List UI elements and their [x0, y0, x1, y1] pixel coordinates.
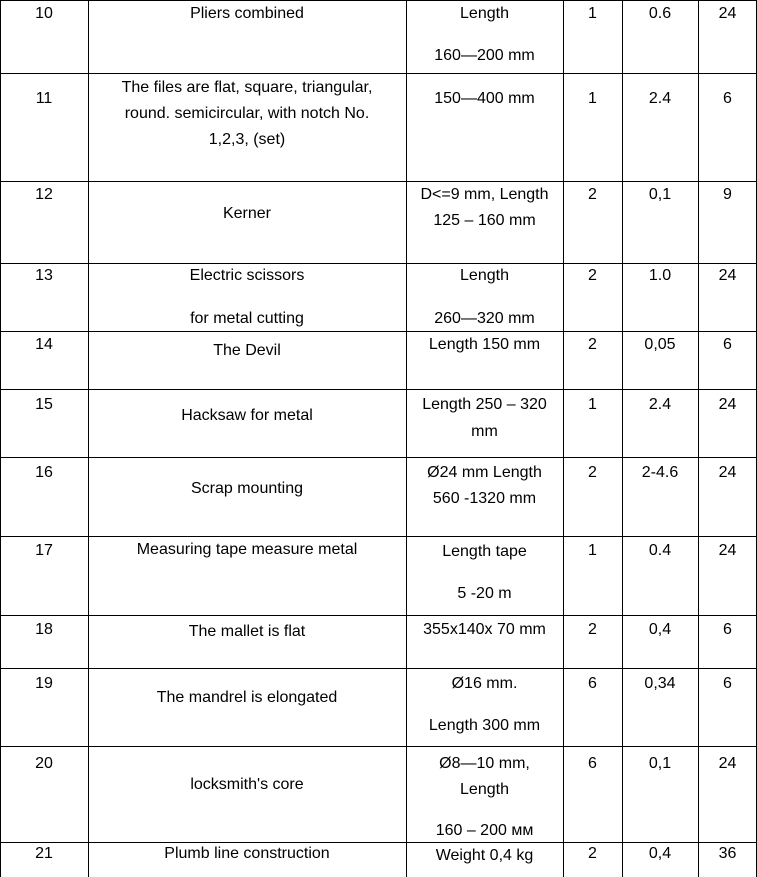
- item-quantity: 1: [588, 90, 597, 107]
- row-number: 10: [35, 5, 53, 22]
- item-service-life: 36: [718, 845, 737, 862]
- row-divider: [0, 668, 757, 669]
- item-quantity: 2: [588, 621, 597, 638]
- row-number: 19: [35, 675, 53, 692]
- item-mass: 0,4: [648, 845, 672, 862]
- item-quantity: 2: [588, 845, 597, 862]
- item-quantity: 1: [588, 5, 597, 22]
- item-spec-line: 160—200 mm: [434, 47, 535, 64]
- item-quantity: 2: [588, 336, 597, 353]
- item-spec-line: Length: [460, 267, 509, 284]
- item-quantity: 2: [588, 464, 597, 481]
- item-mass: 1.0: [648, 267, 672, 284]
- item-name-line: locksmith's core: [190, 776, 304, 793]
- item-service-life: 6: [723, 675, 732, 692]
- row-divider: [0, 457, 757, 458]
- item-service-life: 24: [718, 267, 737, 284]
- item-mass: 2.4: [648, 396, 672, 413]
- row-number: 15: [35, 396, 53, 413]
- item-mass: 0,1: [648, 186, 672, 203]
- item-spec-line: Length 250 – 320: [422, 396, 547, 413]
- item-name-line: The files are flat, square, triangular,: [121, 79, 373, 96]
- item-name-line: for metal cutting: [190, 310, 304, 327]
- item-name-line: Hacksaw for metal: [181, 407, 313, 424]
- item-service-life: 24: [718, 542, 737, 559]
- item-mass: 2-4.6: [641, 464, 679, 481]
- row-divider: [0, 0, 757, 1]
- row-number: 17: [35, 542, 53, 559]
- item-name-line: Pliers combined: [190, 5, 304, 22]
- item-quantity: 1: [588, 542, 597, 559]
- item-name-line: 1,2,3, (set): [208, 131, 286, 148]
- item-service-life: 6: [723, 621, 732, 638]
- item-spec-line: Length 300 mm: [428, 717, 541, 734]
- item-service-life: 24: [718, 396, 737, 413]
- item-spec-line: 355x140x 70 mm: [423, 621, 546, 638]
- row-number: 18: [35, 621, 53, 638]
- row-divider: [0, 615, 757, 616]
- item-spec-line: Ø16 mm.: [451, 675, 518, 692]
- item-service-life: 24: [718, 464, 737, 481]
- row-divider: [0, 746, 757, 747]
- item-name-line: Plumb line construction: [164, 845, 330, 862]
- item-quantity: 2: [588, 267, 597, 284]
- item-spec-line: 125 – 160 mm: [433, 212, 536, 229]
- item-spec-line: Ø8—10 mm,: [439, 755, 530, 772]
- row-number: 14: [35, 336, 53, 353]
- row-divider: [0, 181, 757, 182]
- item-mass: 0,34: [644, 675, 676, 692]
- row-number: 21: [35, 845, 53, 862]
- item-name-line: The mallet is flat: [188, 623, 306, 640]
- item-quantity: 6: [588, 675, 597, 692]
- item-service-life: 6: [723, 336, 732, 353]
- item-spec-line: 260—320 mm: [434, 310, 535, 327]
- item-mass: 0,05: [644, 336, 676, 353]
- row-divider: [0, 389, 757, 390]
- item-mass: 0,1: [648, 755, 672, 772]
- item-spec-line: Ø24 mm Length: [427, 464, 542, 481]
- item-spec-line: 160 – 200 мм: [435, 822, 534, 839]
- row-number: 13: [35, 267, 53, 284]
- item-spec-line: Length: [460, 5, 509, 22]
- item-spec-line: Length 150 mm: [428, 336, 541, 353]
- item-spec-line: Length tape: [442, 543, 527, 560]
- item-name-line: The mandrel is elongated: [156, 689, 338, 706]
- item-spec-line: D<=9 mm, Length: [420, 186, 549, 203]
- row-divider: [0, 331, 757, 332]
- row-number: 12: [35, 186, 53, 203]
- item-name-line: Measuring tape measure metal: [136, 541, 358, 558]
- item-name-line: Electric scissors: [189, 267, 305, 284]
- item-spec-line: Length: [460, 781, 509, 798]
- item-service-life: 24: [718, 5, 737, 22]
- item-quantity: 2: [588, 186, 597, 203]
- row-number: 20: [35, 755, 53, 772]
- item-mass: 0.4: [648, 542, 672, 559]
- item-name-line: Scrap mounting: [190, 480, 304, 497]
- item-quantity: 1: [588, 396, 597, 413]
- item-quantity: 6: [588, 755, 597, 772]
- item-service-life: 24: [718, 755, 737, 772]
- item-name-line: round. semicircular, with notch No.: [124, 105, 370, 122]
- row-divider: [0, 73, 757, 74]
- item-name-line: The Devil: [213, 342, 281, 359]
- item-spec-line: 560 -1320 mm: [432, 490, 537, 507]
- item-spec-line: Weight 0,4 kg: [435, 847, 534, 864]
- item-mass: 2.4: [648, 90, 672, 107]
- row-number: 16: [35, 464, 53, 481]
- row-number: 11: [35, 90, 53, 107]
- item-mass: 0.6: [648, 5, 672, 22]
- item-name-line: Kerner: [222, 205, 272, 222]
- item-spec-line: mm: [471, 423, 498, 440]
- item-spec-line: 5 -20 m: [457, 585, 512, 602]
- item-spec-line: 150—400 mm: [434, 90, 535, 107]
- row-divider: [0, 263, 757, 264]
- item-service-life: 9: [723, 186, 732, 203]
- row-divider: [0, 536, 757, 537]
- item-service-life: 6: [723, 90, 732, 107]
- item-mass: 0,4: [648, 621, 672, 638]
